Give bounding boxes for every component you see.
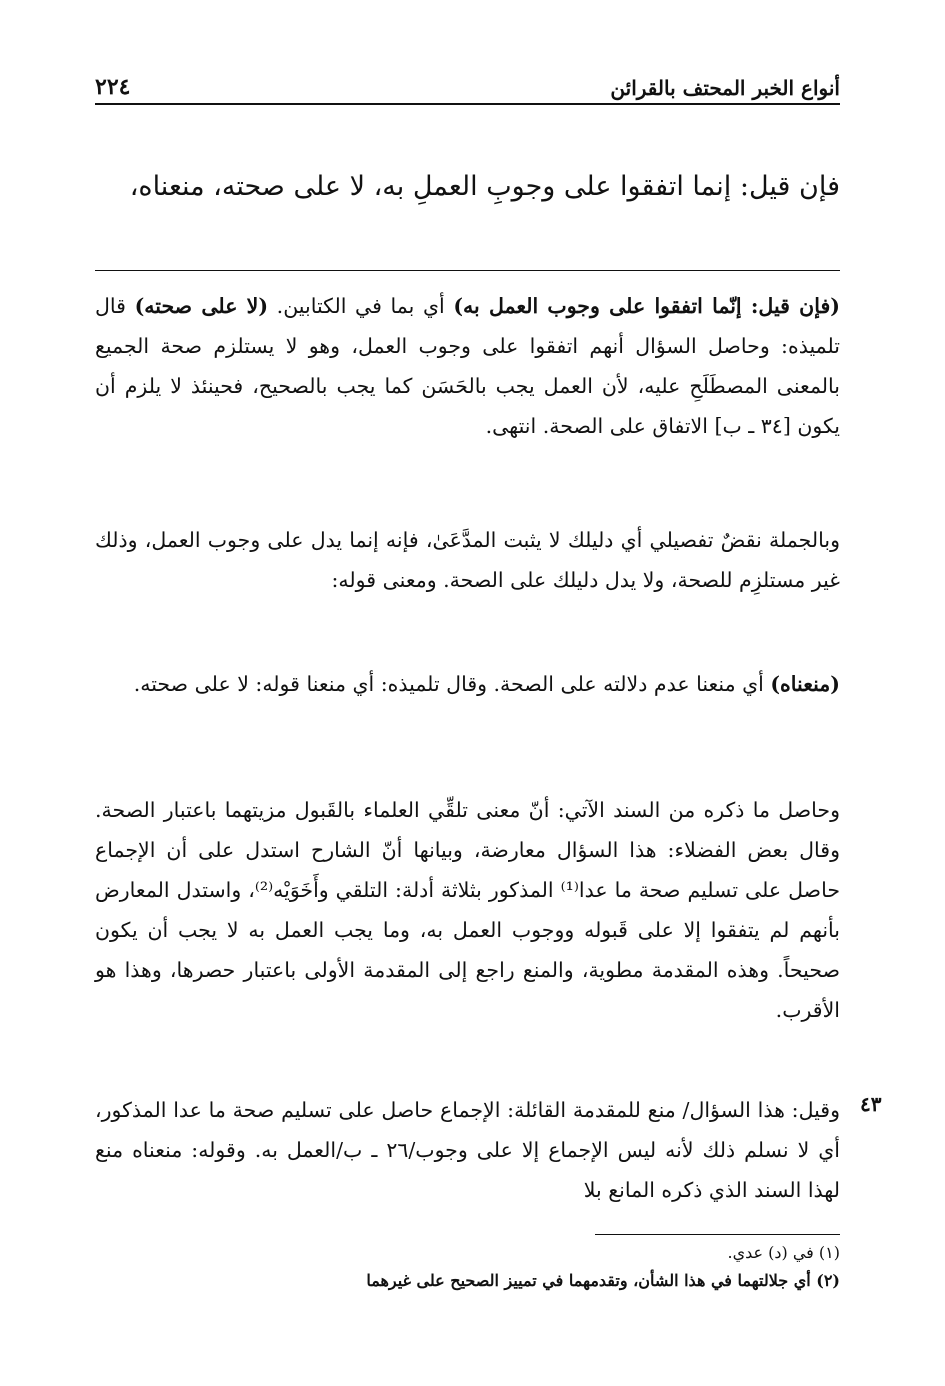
- running-title: أنواع الخبر المحتف بالقرائن: [610, 76, 840, 100]
- footnote-1: (١) في (د) عدي.: [727, 1243, 840, 1262]
- commentary-paragraph-1: [95, 286, 840, 446]
- header-rule: [95, 103, 840, 105]
- footnote-2: (٢) أي جلالتهما في هذا الشأن، وتقدمهما في تمييز الصحيح على غيرهما: [366, 1271, 840, 1290]
- commentary-paragraph-5: وقيل: هذا السؤال/ منع للمقدمة القائلة: الإجماع حاصل على تسليم صحة ما عدا المذكور، أي لا نسلم ذلك لأنه ليس الإجماع إلا على وجوب/٢٦ ـ ب/العمل به. وقوله: منعناه منع لهذا السند الذي ذكره المانع بلا: [95, 1098, 840, 1202]
- commentary-text: قال تلميذه: وحاصل السؤال أنهم اتفقوا على وجوب العمل، وهو لا يستلزم صحة الجميع بالمعنى المصطَلَحِ عليه، لأن العمل يجب بالحَسَن كما يجب بالصحيح، فحينئذ لا يلزم أن يكون [٣٤ ـ ب] الاتفاق على الصحة. انتهى.: [95, 294, 840, 438]
- commentary-text: أي منعنا عدم دلالته على الصحة. وقال تلميذه: أي منعنا قوله: لا على صحته.: [133, 672, 771, 696]
- quoted-lemma: (لا على صحته): [134, 294, 269, 318]
- page-header: [95, 60, 840, 100]
- commentary-paragraph-2: وبالجملة نقضٌ تفصيلي أي دليلك لا يثبت المدَّعَىٰ، فإنه إنما يدل على وجوب العمل، وذلك غير مستلزِم للصحة، ولا يدل دليلك على الصحة. ومعنى قوله:: [95, 528, 840, 592]
- footnote-divider: [595, 1234, 840, 1235]
- quoted-lemma: (فإن قيل: إنّما اتفقوا على وجوب العمل به): [453, 294, 840, 318]
- manuscript-folio-number: ٤٣: [860, 1092, 882, 1116]
- matn-divider: [95, 270, 840, 271]
- commentary-text: أي بما في الكتابين.: [268, 294, 454, 318]
- page-number: ٢٢٤: [95, 74, 131, 100]
- commentary-paragraph-3: [95, 664, 840, 704]
- matn-text: فإن قيل: إنما اتفقوا على وجوبِ العملِ به، لا على صحته، منعناه،: [129, 171, 840, 202]
- quoted-lemma: (منعناه): [770, 672, 840, 696]
- commentary-paragraph-4: وحاصل ما ذكره من السند الآتي: أنّ معنى تلقِّي العلماء بالقَبول مزيتهما باعتبار الصحة. وقال بعض الفضلاء: هذا السؤال معارضة، وبيانها أنّ الشارح استدل على أن الإجماع حاصل على تسليم صحة ما عدا⁽¹⁾ المذكور بثلاثة أدلة: التلقي وأَخَوَيْه⁽²⁾، واستدل المعارض بأنهم لم يتفقوا إلا على قَبوله ووجوب العمل به، وما يجب العمل به لا يجب أن يكون صحيحاً. وهذه المقدمة مطوية، والمنع راجع إلى المقدمة الأولى باعتبار حصرها، وهذا هو الأقرب.: [95, 798, 840, 1022]
